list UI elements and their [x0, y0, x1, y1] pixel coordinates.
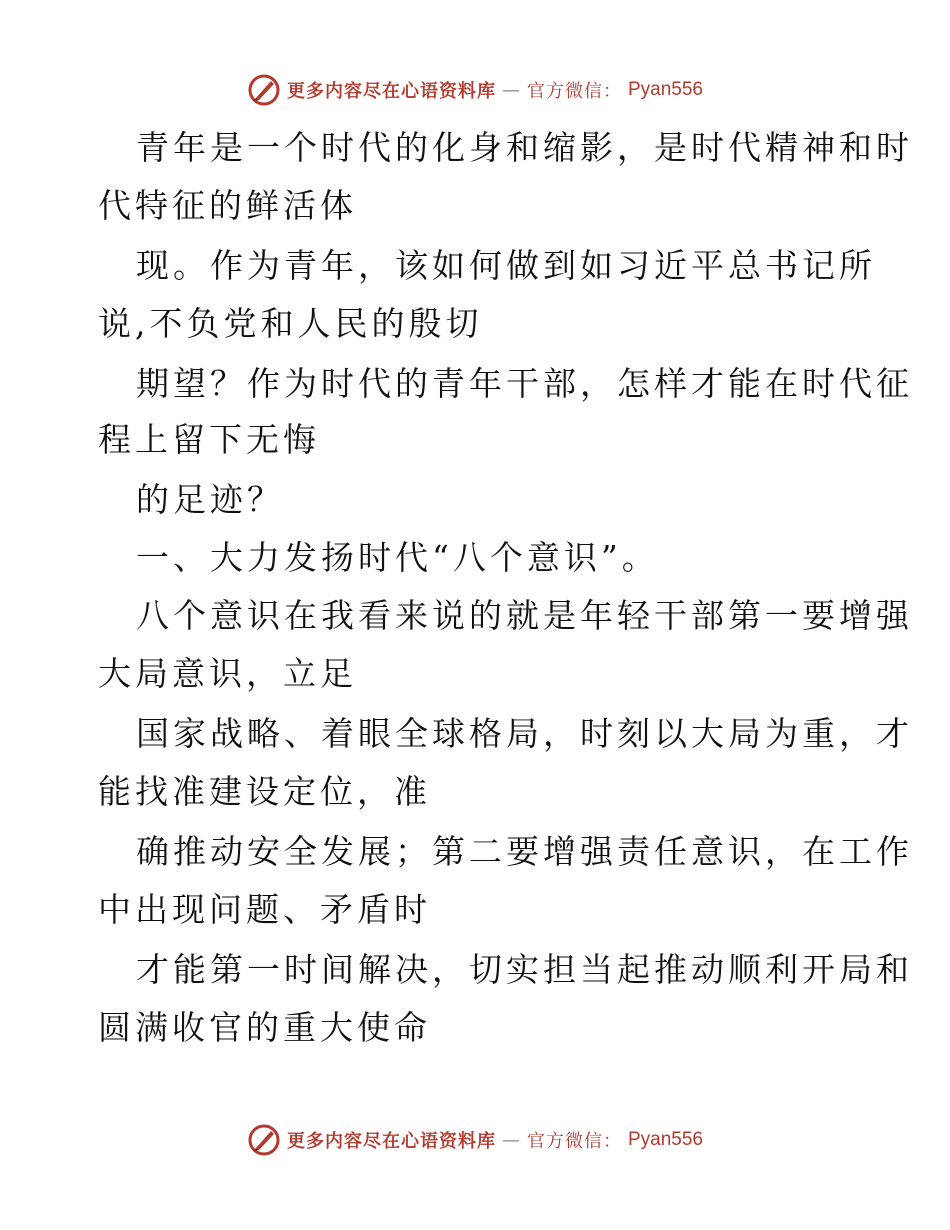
watermark-sub-text: 官方微信： [526, 1131, 622, 1152]
watermark-sub-text: 官方微信： [526, 81, 622, 102]
watermark-separator: — [501, 79, 521, 101]
paragraph-line: 期望？作为时代的青年干部，怎样才能在时代征 [136, 364, 913, 403]
paragraph-line: 才能第一时间解决，切实担当起推动顺利开局和 [136, 950, 913, 989]
paragraph-line: 代特征的鲜活体 [98, 186, 357, 225]
paragraph-line: 青年是一个时代的化身和缩影，是时代精神和时 [136, 128, 913, 167]
paragraph-line: 国家战略、着眼全球格局，时刻以大局为重，才 [136, 714, 913, 753]
paragraph-line: 确推动安全发展；第二要增强责任意识，在工作 [136, 832, 913, 871]
watermark-main-text: 更多内容尽在心语资料库 [286, 81, 496, 102]
watermark-main-text: 更多内容尽在心语资料库 [286, 1131, 496, 1152]
footer-watermark [0, 1120, 950, 1160]
paragraph-line: 大局意识，立足 [98, 654, 357, 693]
paragraph-line: 圆满收官的重大使命 [98, 1008, 431, 1047]
watermark-wechat-id: Pyan556 [627, 79, 703, 100]
paragraph-line: 能找准建设定位，准 [98, 772, 431, 811]
section-heading: 一、大力发扬时代“八个意识”。 [136, 538, 659, 577]
header-watermark [0, 70, 950, 110]
quill-pen-logo-icon [247, 73, 281, 107]
paragraph-line: 的足迹？ [136, 480, 284, 519]
paragraph-line: 程上留下无悔 [98, 420, 320, 459]
watermark-wechat-id: Pyan556 [627, 1129, 703, 1150]
paragraph-line: 八个意识在我看来说的就是年轻干部第一要增强 [136, 596, 913, 635]
paragraph-line: 现。作为青年，该如何做到如习近平总书记所 [136, 246, 876, 285]
paragraph-line: 说,不负党和人民的殷切 [98, 304, 483, 343]
quill-pen-logo-icon [247, 1123, 281, 1157]
paragraph-line: 中出现问题、矛盾时 [98, 890, 431, 929]
watermark-separator: — [501, 1129, 521, 1151]
